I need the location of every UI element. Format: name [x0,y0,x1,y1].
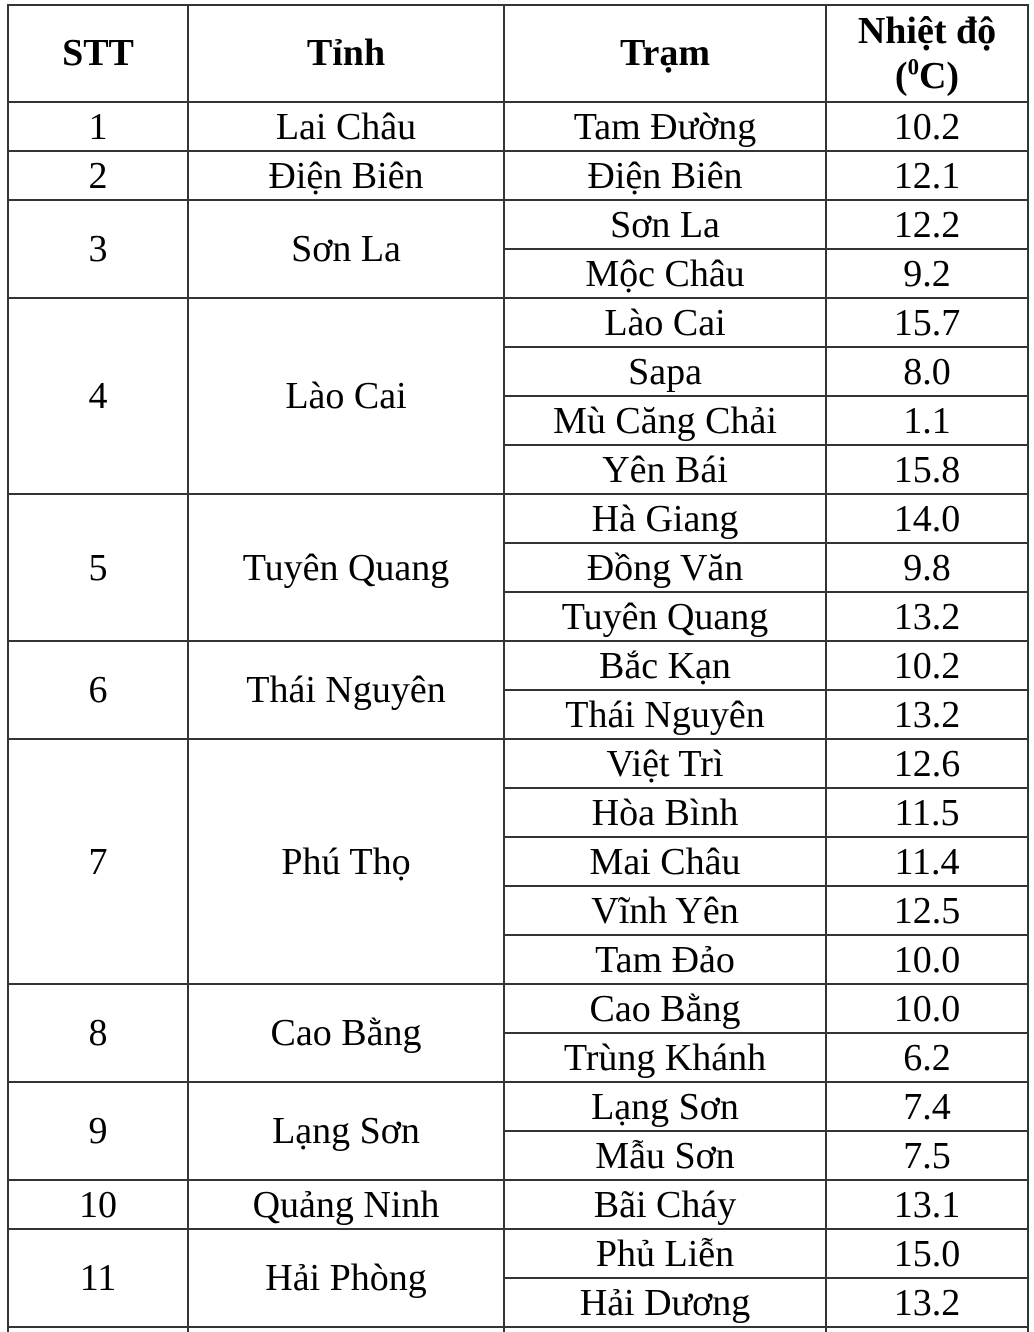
stt-cell: 1 [8,102,188,151]
table-row [8,102,1028,151]
table-body [8,102,1028,1332]
temperature-cell: 12.6 [826,739,1028,788]
station-cell: Lào Cai [504,298,826,347]
stt-cell: 2 [8,151,188,200]
temperature-cell: 1.1 [826,396,1028,445]
table-row [8,298,1028,347]
province-cell: Quảng Ninh [188,1180,504,1229]
header-temperature [826,5,1028,102]
station-cell: Đồng Văn [504,543,826,592]
temperature-cell: 9.2 [826,249,1028,298]
station-cell: Bãi Cháy [504,1180,826,1229]
table-row [8,1082,1028,1131]
stt-cell: 6 [8,641,188,739]
header-temperature-unit: C) [918,54,960,97]
stt-cell: 10 [8,1180,188,1229]
station-cell: Cao Bằng [504,984,826,1033]
station-cell: Tam Đường [504,102,826,151]
temperature-cell: 13.2 [826,1278,1028,1327]
header-province: Tỉnh [188,5,504,102]
stt-cell: 8 [8,984,188,1082]
station-cell: Lạng Sơn [504,1082,826,1131]
station-cell: Sapa [504,347,826,396]
station-cell: Trùng Khánh [504,1033,826,1082]
table-row [8,151,1028,200]
table-row [8,984,1028,1033]
province-cell: Phú Thọ [188,739,504,984]
temperature-table [7,4,1029,1332]
temperature-cell: 11.5 [826,788,1028,837]
table-row [8,1229,1028,1278]
temperature-cell: 12.1 [826,151,1028,200]
temperature-cell: 10.0 [826,935,1028,984]
temperature-cell: 15.7 [826,298,1028,347]
temperature-cell: 13.1 [826,1180,1028,1229]
temperature-cell: 10.2 [826,102,1028,151]
stt-cell: 3 [8,200,188,298]
station-cell: Hải Dương [504,1278,826,1327]
station-cell: Thái Nguyên [504,690,826,739]
table-row [8,739,1028,788]
stt-cell: 5 [8,494,188,641]
stt-cell [8,1327,188,1332]
province-cell: Điện Biên [188,151,504,200]
temperature-cell: 6.2 [826,1033,1028,1082]
station-cell: Hòa Bình [504,788,826,837]
table-row [8,1180,1028,1229]
temperature-cell: 12.2 [826,200,1028,249]
station-cell: Mẫu Sơn [504,1131,826,1180]
station-cell: Bắc Kạn [504,641,826,690]
table-row [8,641,1028,690]
temperature-cell [826,1327,1028,1332]
province-cell: Tuyên Quang [188,494,504,641]
temperature-cell: 12.5 [826,886,1028,935]
province-cell: Lào Cai [188,298,504,494]
province-cell [188,1327,504,1332]
temperature-cell: 7.4 [826,1082,1028,1131]
temperature-cell: 13.2 [826,592,1028,641]
temperature-cell: 13.2 [826,690,1028,739]
stt-cell: 7 [8,739,188,984]
temperature-cell: 10.0 [826,984,1028,1033]
station-cell: Mai Châu [504,837,826,886]
temperature-cell: 15.0 [826,1229,1028,1278]
header-temperature-line1: Nhiệt độ [857,9,997,52]
station-cell: Yên Bái [504,445,826,494]
header-station: Trạm [504,5,826,102]
station-cell: Phủ Liễn [504,1229,826,1278]
header-temperature-paren-open: ( [894,54,908,97]
station-cell: Hà Giang [504,494,826,543]
temperature-cell: 9.8 [826,543,1028,592]
station-cell: Mộc Châu [504,249,826,298]
station-cell: Tam Đảo [504,935,826,984]
temperature-cell: 11.4 [826,837,1028,886]
temperature-cell: 10.2 [826,641,1028,690]
temperature-cell: 8.0 [826,347,1028,396]
province-cell: Cao Bằng [188,984,504,1082]
table-header [8,5,1028,102]
stt-cell: 11 [8,1229,188,1327]
station-cell: Việt Trì [504,739,826,788]
stt-cell: 9 [8,1082,188,1180]
temperature-cell: 14.0 [826,494,1028,543]
station-cell: Mù Căng Chải [504,396,826,445]
station-cell: Vĩnh Yên [504,886,826,935]
province-cell: Lai Châu [188,102,504,151]
station-cell [504,1327,826,1332]
temperature-cell: 15.8 [826,445,1028,494]
province-cell: Hải Phòng [188,1229,504,1327]
stt-cell: 4 [8,298,188,494]
station-cell: Sơn La [504,200,826,249]
table-row [8,200,1028,249]
partial-row [8,1327,1028,1332]
province-cell: Lạng Sơn [188,1082,504,1180]
temperature-cell: 7.5 [826,1131,1028,1180]
province-cell: Sơn La [188,200,504,298]
header-stt: STT [8,5,188,102]
header-row [8,5,1028,102]
province-cell: Thái Nguyên [188,641,504,739]
header-temperature-degree-sup: 0 [907,53,919,79]
station-cell: Điện Biên [504,151,826,200]
station-cell: Tuyên Quang [504,592,826,641]
table-row [8,494,1028,543]
